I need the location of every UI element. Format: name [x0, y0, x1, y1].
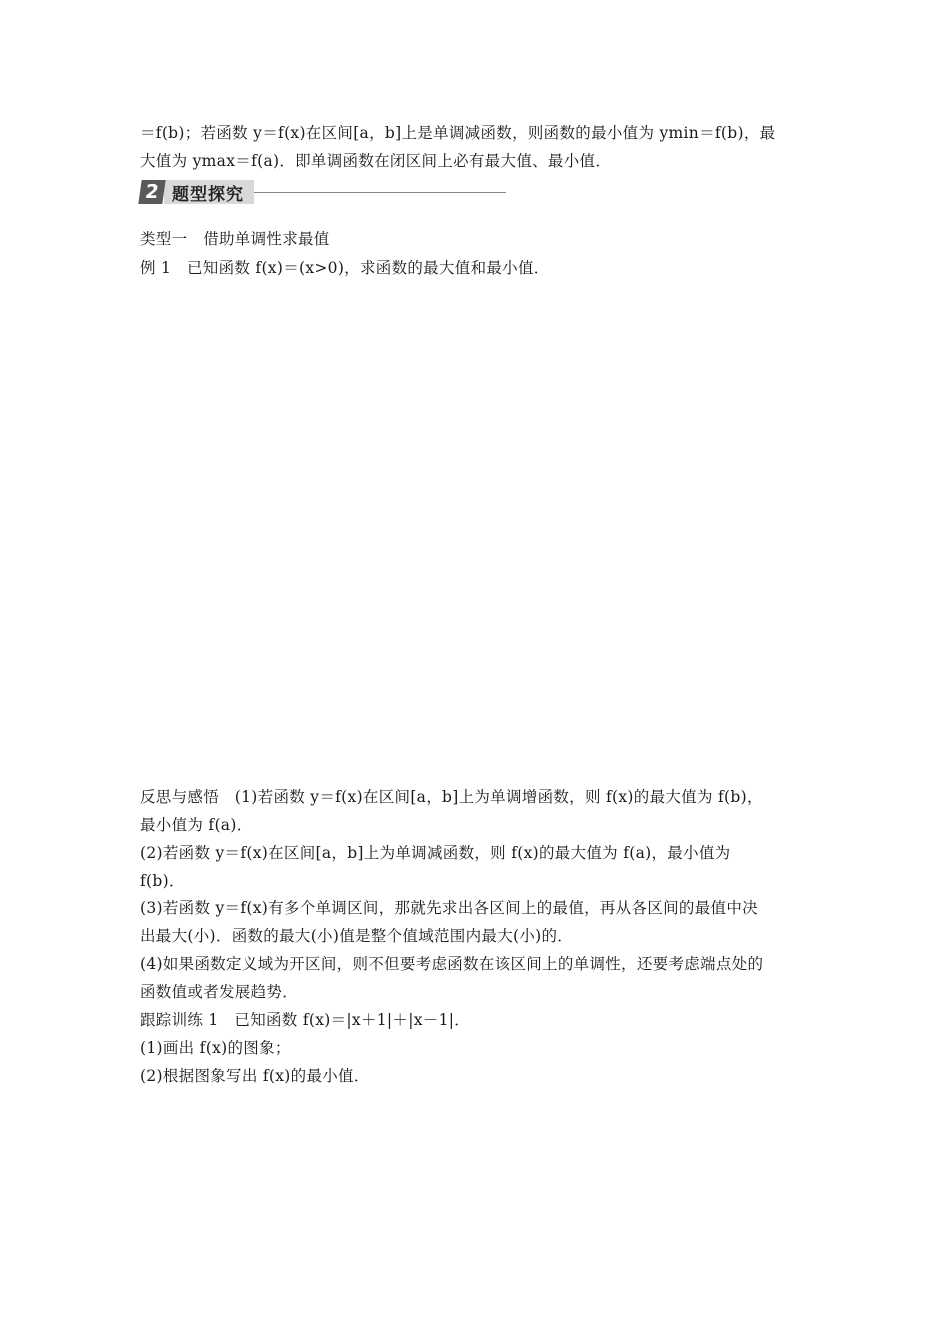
section-header — [140, 180, 506, 204]
reflection-line-5: (3)若函数 y＝f(x)有多个单调区间，那就先求出各区间上的最值，再从各区间的最值中决 — [140, 899, 758, 917]
training-heading: 跟踪训练 1 已知函数 f(x)＝|x＋1|＋|x－1|． — [140, 1011, 471, 1029]
reflection-line-7: (4)如果函数定义域为开区间，则不但要考虑函数在该区间上的单调性，还要考虑端点处的 — [140, 955, 764, 973]
type-heading: 类型一 借助单调性求最值 — [140, 230, 330, 248]
training-question-2: (2)根据图象写出 f(x)的最小值． — [140, 1067, 370, 1085]
section-divider — [254, 192, 506, 193]
reflection-line-8: 函数值或者发展趋势． — [140, 983, 299, 1001]
reflection-line-4: f(b)． — [140, 872, 185, 890]
section-title: 题型探究 — [164, 180, 254, 204]
example-1: 例 1 已知函数 f(x)＝(x>0)，求函数的最大值和最小值． — [140, 259, 550, 277]
intro-line-2: 大值为 ymax＝f(a)．即单调函数在闭区间上必有最大值、最小值． — [140, 152, 612, 170]
intro-line-1: ＝f(b)；若函数 y＝f(x)在区间[a，b]上是单调减函数，则函数的最小值为 ymin＝f(b)，最 — [140, 124, 776, 142]
training-question-1: (1)画出 f(x)的图象； — [140, 1039, 291, 1057]
reflection-line-2: 最小值为 f(a)． — [140, 816, 253, 834]
reflection-line-1: 反思与感悟 (1)若函数 y＝f(x)在区间[a，b]上为单调增函数，则 f(x)的最大值为 f(b)， — [140, 788, 763, 806]
section-number: 2 — [138, 180, 165, 204]
reflection-line-6: 出最大(小)．函数的最大(小)值是整个值域范围内最大(小)的． — [140, 927, 574, 945]
reflection-line-3: (2)若函数 y＝f(x)在区间[a，b]上为单调减函数，则 f(x)的最大值为 f(a)，最小值为 — [140, 844, 731, 862]
